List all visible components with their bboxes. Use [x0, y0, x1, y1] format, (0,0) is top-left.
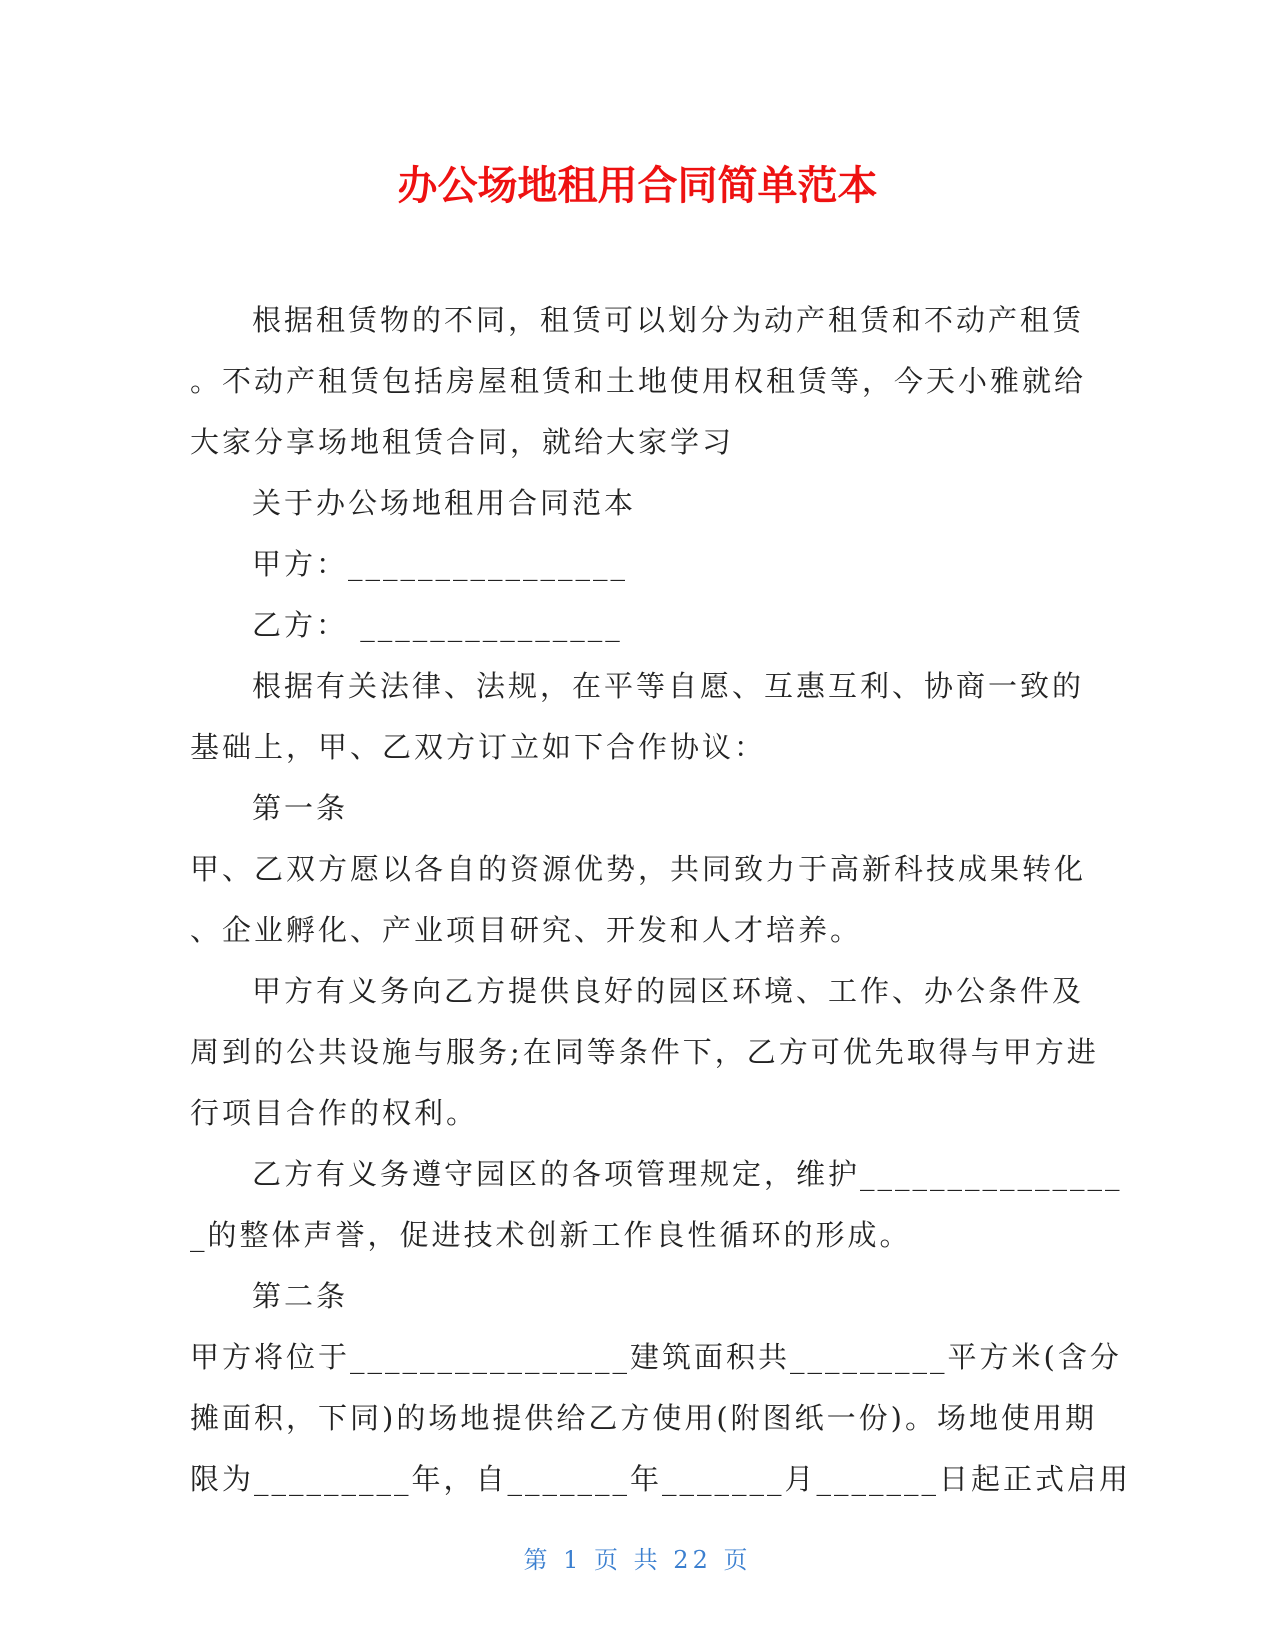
document-body [190, 290, 1132, 1510]
section-heading: 关于办公场地租用合同范本 [252, 486, 637, 520]
article-heading: 第二条 [252, 1279, 349, 1313]
paragraph-line: 基础上，甲、乙双方订立如下合作协议： [190, 730, 767, 764]
document-title: 办公场地租用合同简单范本 [397, 163, 878, 209]
paragraph-line: 大家分享场地租赁合同，就给大家学习 [190, 425, 735, 459]
party-a-field: 甲方：________________ [252, 547, 629, 581]
paragraph-line: 、企业孵化、产业项目研究、开发和人才培养。 [190, 913, 863, 947]
paragraph-line: 甲方有义务向乙方提供良好的园区环境、工作、办公条件及 [252, 974, 1085, 1008]
paragraph-line: 周到的公共设施与服务;在同等条件下，乙方可优先取得与甲方进 [190, 1035, 1099, 1069]
paragraph-line: 甲、乙双方愿以各自的资源优势，共同致力于高新科技成果转化 [190, 852, 1087, 886]
paragraph-line: 乙方有义务遵守园区的各项管理规定，维护_______________ [252, 1157, 1123, 1191]
paragraph-line: 甲方将位于________________建筑面积共_________平方米(含分 [190, 1340, 1122, 1374]
paragraph-line: 根据租赁物的不同，租赁可以划分为动产租赁和不动产租赁 [252, 303, 1085, 337]
page-number-footer: 第 1 页 共 22 页 [523, 1546, 752, 1574]
paragraph-line: _的整体声誉，促进技术创新工作良性循环的形成。 [190, 1218, 912, 1252]
party-b-field: 乙方： _______________ [252, 608, 623, 642]
paragraph-line: 限为_________年，自_______年_______月_______日起正式启用 [190, 1462, 1132, 1496]
paragraph-line: 。不动产租赁包括房屋租赁和土地使用权租赁等，今天小雅就给 [190, 364, 1087, 398]
paragraph-line: 摊面积，下同)的场地提供给乙方使用(附图纸一份)。场地使用期 [190, 1401, 1097, 1435]
paragraph-line: 行项目合作的权利。 [190, 1096, 479, 1130]
article-heading: 第一条 [252, 791, 349, 825]
paragraph-line: 根据有关法律、法规，在平等自愿、互惠互利、协商一致的 [252, 669, 1085, 703]
